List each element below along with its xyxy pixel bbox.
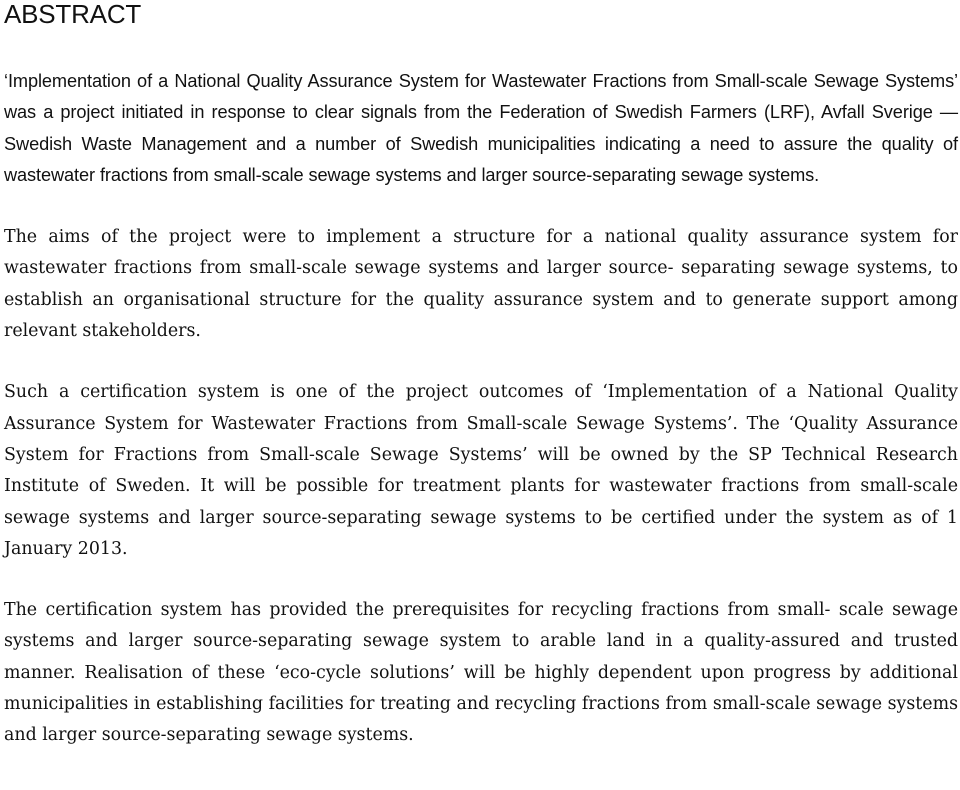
paragraph-project-aims: The aims of the project were to implement a structure for a national quality assurance system for wastewater fractions from small-scale sewage systems and larger source- separating sewage systems, to establish an organisational structure for the quality assurance system and to generate support among relevant stakeholders. [4, 227, 958, 342]
abstract-heading: ABSTRACT [4, 0, 142, 29]
paragraph-certification-system: Such a certification system is one of the project outcomes of ‘Implementation of a National Quality Assurance System for Wastewater Fractions from Small-scale Sewage Systems’. The ‘Quality Assurance System for Fractions from Small-scale Sewage Systems’ will be owned by the SP Technical Research Institute of Sweden. It will be possible for treatment plants for wastewater fractions from small-scale sewage systems and larger source-separating sewage systems to be certified under the system as of 1 January 2013. [4, 382, 958, 559]
document-page [4, 0, 958, 752]
paragraph-project-background: ‘Implementation of a National Quality Assurance System for Wastewater Fractions from Small-scale Sewage Systems’ was a project initiated in response to clear signals from the Federation of Swedish Farmers (LRF), Avfall Sverige — Swedish Waste Management and a number of Swedish municipalities indicating a need to assure the quality of wastewater fractions from small-scale sewage systems and larger source-separating sewage systems. [4, 71, 958, 185]
paragraph-recycling-prerequisites: The certification system has provided the prerequisites for recycling fractions from small- scale sewage systems and larger source-separating sewage system to arable land in a quality-assured and trusted manner. Realisation of these ‘eco-cycle solutions’ will be highly dependent upon progress by additional municipalities in establishing facilities for treating and recycling fractions from small-scale sewage systems and larger source-separating sewage systems. [4, 600, 958, 746]
